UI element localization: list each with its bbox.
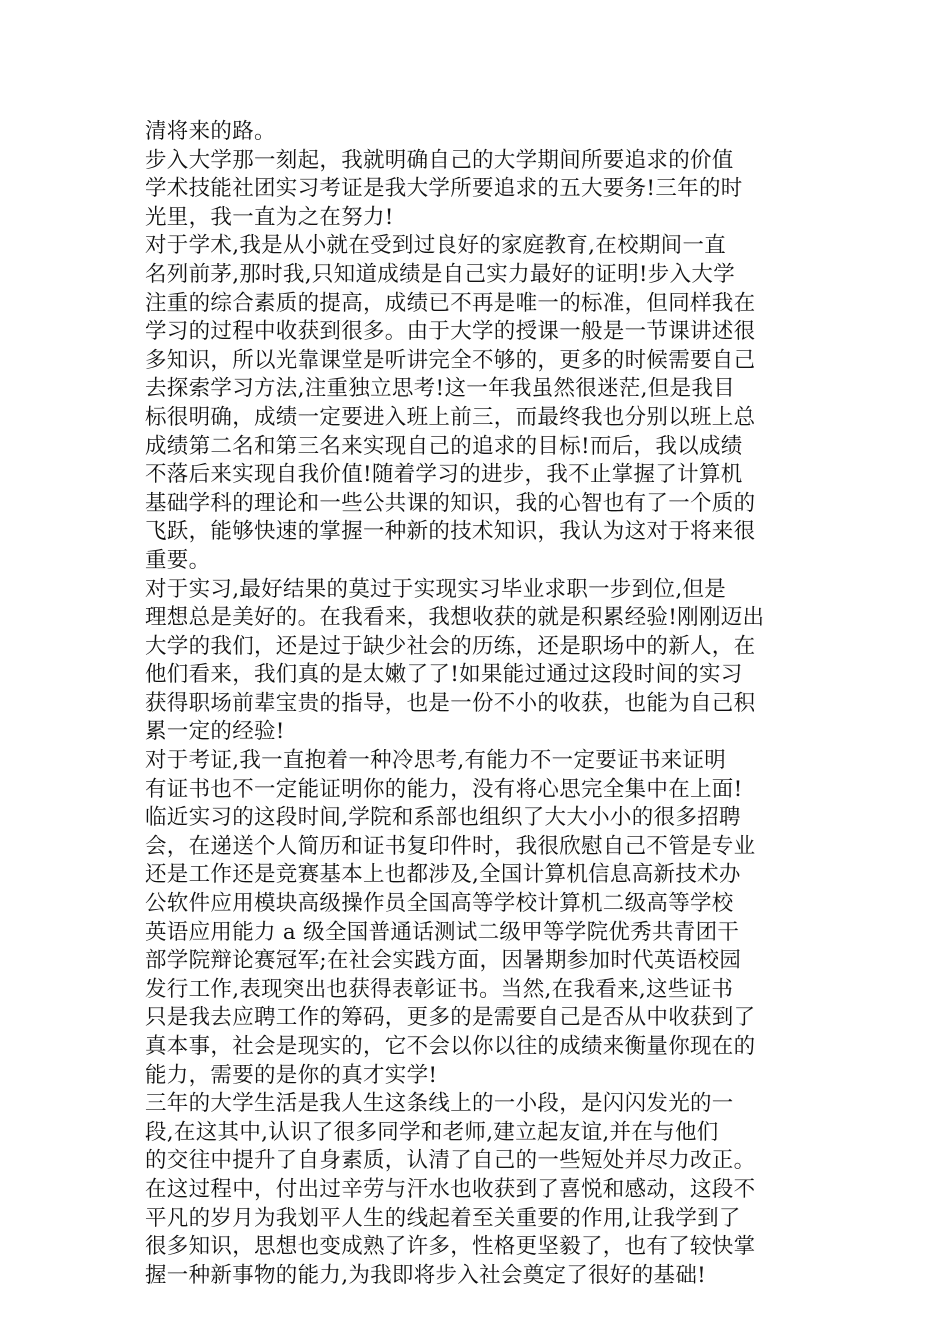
text-line: 对于学术,我是从小就在受到过良好的家庭教育,在校期间一直 (145, 233, 727, 259)
text-line: 成绩第二名和第三名来实现自己的追求的目标!而后，我以成绩 (145, 433, 743, 459)
text-line: 获得职场前辈宝贵的指导，也是一份不小的收获，也能为自己积 (145, 690, 756, 716)
text-line: 标很明确，成绩一定要进入班上前三，而最终我也分别以班上总 (145, 404, 756, 430)
text-line: 部学院辩论赛冠军;在社会实践方面，因暑期参加时代英语校园 (145, 948, 742, 974)
text-line: 会，在递送个人简历和证书复印件时，我很欣慰自己不管是专业 (145, 833, 756, 859)
text-line: 很多知识，思想也变成熟了许多，性格更坚毅了，也有了较快掌 (145, 1234, 756, 1260)
text-line: 平凡的岁月为我划平人生的线起着至关重要的作用,让我学到了 (145, 1205, 741, 1231)
text-line: 基础学科的理论和一些公共课的知识，我的心智也有了一个质的 (145, 490, 756, 516)
text-line: 步入大学那一刻起，我就明确自己的大学期间所要追求的价值 (145, 147, 734, 173)
text-line: 真本事，社会是现实的，它不会以你以往的成绩来衡量你现在的 (145, 1034, 756, 1059)
text-line: 理想总是美好的。在我看来，我想收获的就是积累经验!刚刚迈出 (145, 605, 765, 631)
text-line: 的交往中提升了自身素质，认清了自己的一些短处并尽力改正。 (145, 1148, 756, 1174)
text-line: 对于实习,最好结果的莫过于实现实习毕业求职一步到位,但是 (145, 576, 727, 602)
text-line: 大学的我们，还是过于缺少社会的历练，还是职场中的新人，在 (145, 633, 756, 659)
text-line: 他们看来，我们真的是太嫩了了!如果能过通过这段时间的实习 (145, 662, 743, 688)
text-line: 在这过程中，付出过辛劳与汗水也收获到了喜悦和感动，这段不 (145, 1176, 756, 1202)
text-line: 累一定的经验! (145, 719, 285, 745)
text-line: 清将来的路。 (145, 119, 276, 144)
text-line: 段,在这其中,认识了很多同学和老师,建立起友谊,并在与他们 (145, 1119, 719, 1145)
text-line: 公软件应用模块高级操作员全国高等学校计算机二级高等学校 (145, 891, 734, 917)
text-line: 三年的大学生活是我人生这条线上的一小段，是闪闪发光的一 (145, 1091, 734, 1117)
text-line: 不落后来实现自我价值!随着学习的进步，我不止掌握了计算机 (145, 462, 743, 488)
text-line: 学术技能社团实习考证是我大学所要追求的五大要务!三年的时 (145, 176, 743, 202)
text-line: 光里，我一直为之在努力! (145, 204, 394, 230)
text-line: 有证书也不一定能证明你的能力，没有将心思完全集中在上面! (145, 776, 743, 802)
text-line: 发行工作,表现突出也获得表彰证书。当然,在我看来,这些证书 (145, 976, 734, 1002)
text-line: 多知识，所以光靠课堂是听讲完全不够的，更多的时候需要自己 (145, 347, 756, 373)
text-line: 英语应用能力 a 级全国普通话测试二级甲等学院优秀共青团干 (145, 919, 740, 945)
text-line: 对于考证,我一直抱着一种冷思考,有能力不一定要证书来证明 (145, 748, 727, 774)
document-body (145, 118, 808, 1290)
text-line: 重要。 (145, 547, 211, 573)
text-line: 临近实习的这段时间,学院和系部也组织了大大小小的很多招聘 (145, 805, 741, 831)
text-line: 能力，需要的是你的真才实学! (145, 1062, 438, 1088)
text-line: 只是我去应聘工作的筹码，更多的是需要自己是否从中收获到了 (145, 1005, 756, 1031)
text-line: 握一种新事物的能力,为我即将步入社会奠定了很好的基础! (145, 1262, 707, 1288)
text-line: 飞跃，能够快速的掌握一种新的技术知识，我认为这对于将来很 (145, 519, 756, 545)
text-line: 名列前茅,那时我,只知道成绩是自己实力最好的证明!步入大学 (145, 261, 736, 287)
text-line: 还是工作还是竞赛基本上也都涉及,全国计算机信息高新技术办 (145, 862, 741, 888)
text-line: 去探索学习方法,注重独立思考!这一年我虽然很迷茫,但是我目 (145, 376, 736, 402)
text-line: 学习的过程中收获到很多。由于大学的授课一般是一节课讲述很 (145, 319, 756, 345)
text-line: 注重的综合素质的提高，成绩已不再是唯一的标准，但同样我在 (145, 290, 756, 316)
